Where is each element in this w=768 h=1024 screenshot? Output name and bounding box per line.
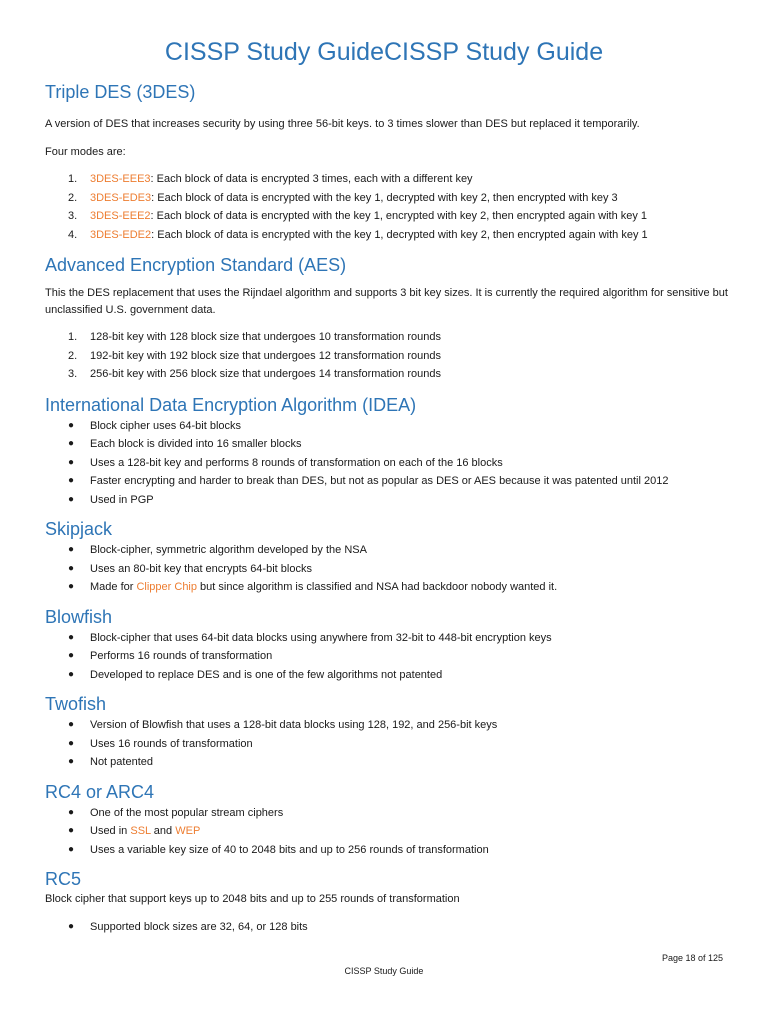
list-item: 1. 3DES-EEE3: Each block of data is encrypted 3 times, each with a different key [68,173,473,185]
list-item: ● Version of Blowfish that uses a 128-bit data blocks using 128, 192, and 256-bit keys [45,716,735,735]
list-skipjack [45,541,735,597]
footer-title: CISSP Study Guide [344,966,424,976]
list-item: ● Block-cipher that uses 64-bit data blocks using anywhere from 32-bit to 448-bit encryption keys [45,629,735,648]
bullet-icon: ● [68,806,75,818]
link-wep[interactable]: WEP [175,825,201,837]
heading-rc5: RC5 [45,869,82,889]
list-item: ● Each block is divided into 16 smaller blocks [45,435,735,454]
bullet-icon: ● [68,419,75,431]
bullet-icon: ● [68,737,75,749]
list-item: ● Block cipher uses 64-bit blocks [45,417,735,436]
term-3des-eee2: 3DES-EEE2 [90,210,151,222]
paragraph-aes-intro: This the DES replacement that uses the Rijndael algorithm and supports 3 bit key sizes. It is currently the required algorithm for sensitive but unclassified U.S. government data. [45,287,728,316]
paragraph-3des-intro: A version of DES that increases security by using three 56-bit keys. to 3 times slower than DES but replaced it temporarily. [45,118,640,130]
bullet-icon: ● [68,719,75,730]
bullet-icon: ● [68,650,75,661]
list-rc5 [45,918,735,937]
heading-idea: International Data Encryption Algorithm (IDEA) [45,394,417,415]
list-item: ● Developed to replace DES and is one of the few algorithms not patented [45,666,735,685]
heading-twofish: Twofish [45,694,107,714]
list-item: ● Used in PGP [45,491,735,510]
bullet-icon: ● [68,581,75,592]
heading-skipjack: Skipjack [45,519,113,539]
list-item: 1. 128-bit key with 128 block size that undergoes 10 transformation rounds [68,331,441,343]
bullet-icon: ● [68,456,75,468]
list-rc4 [45,804,735,860]
list-twofish [45,716,735,772]
list-idea [45,417,735,510]
heading-blowfish: Blowfish [45,606,113,627]
list-item: ● Uses 16 rounds of transformation [45,735,735,754]
list-item: ● Used in SSL and WEP [45,822,735,841]
list-item: ● Performs 16 rounds of transformation [45,647,735,666]
list-item: 3. 3DES-EEE2: Each block of data is encrypted with the key 1, encrypted with key 2, then encrypted again with key 1 [68,210,648,222]
bullet-icon: ● [68,825,75,836]
list-item: ● Uses a 128-bit key and performs 8 rounds of transformation on each of the 16 blocks [45,454,735,473]
term-3des-eee3: 3DES-EEE3 [90,173,151,185]
list-item: ● Block-cipher, symmetric algorithm developed by the NSA [45,541,735,560]
term-3des-ede2: 3DES-EDE2 [90,228,152,241]
list-3des-modes [45,170,735,244]
document-title: CISSP Study GuideCISSP Study Guide [164,38,604,66]
list-item: ● Uses a variable key size of 40 to 2048 bits and up to 256 rounds of transformation [45,841,735,860]
bullet-icon: ● [68,668,75,680]
list-item: 3. 256-bit key with 256 block size that undergoes 14 transformation rounds [68,368,441,380]
list-item: ● Uses an 80-bit key that encrypts 64-bit blocks [45,560,735,579]
bullet-icon: ● [68,756,75,767]
list-blowfish [45,629,735,685]
list-item: 4. 3DES-EDE2: Each block of data is encrypted with the key 1, decrypted with key 2, then encrypted again with key 1 [68,228,648,241]
bullet-icon: ● [68,843,75,855]
list-aes-keys [45,328,735,384]
bullet-icon: ● [68,562,75,574]
bullet-icon: ● [68,631,75,643]
heading-rc4: RC4 or ARC4 [45,781,155,802]
list-item: ● Faster encrypting and harder to break than DES, but not as popular as DES or AES because it was patented until 2012 [45,472,735,491]
heading-aes: Advanced Encryption Standard (AES) [45,255,347,275]
paragraph-3des-modes: Four modes are: [45,146,126,158]
link-ssl[interactable]: SSL [130,825,151,837]
paragraph-rc5-intro: Block cipher that support keys up to 2048 bits and up to 255 rounds of transformation [45,893,460,905]
list-item: ● Supported block sizes are 32, 64, or 128 bits [45,918,735,937]
bullet-icon: ● [68,438,75,449]
term-3des-ede3: 3DES-EDE3 [90,191,152,204]
bullet-icon: ● [68,475,75,486]
list-item: 2. 192-bit key with 192 block size that undergoes 12 transformation rounds [68,349,441,362]
list-item: ● One of the most popular stream ciphers [45,804,735,823]
list-item: ● Made for Clipper Chip but since algorithm is classified and NSA had backdoor nobody wanted it. [45,578,735,597]
bullet-icon: ● [68,493,75,505]
footer-page-number: Page 18 of 125 [661,953,723,963]
list-item: ● Not patented [45,753,735,772]
heading-3des: Triple DES (3DES) [45,82,196,102]
bullet-icon: ● [68,544,75,555]
document-body [45,80,735,937]
list-item: 2. 3DES-EDE3: Each block of data is encrypted with the key 1, decrypted with key 2, then encrypted with key 3 [68,191,618,204]
link-clipper-chip[interactable]: Clipper Chip [136,581,197,593]
bullet-icon: ● [68,921,75,932]
